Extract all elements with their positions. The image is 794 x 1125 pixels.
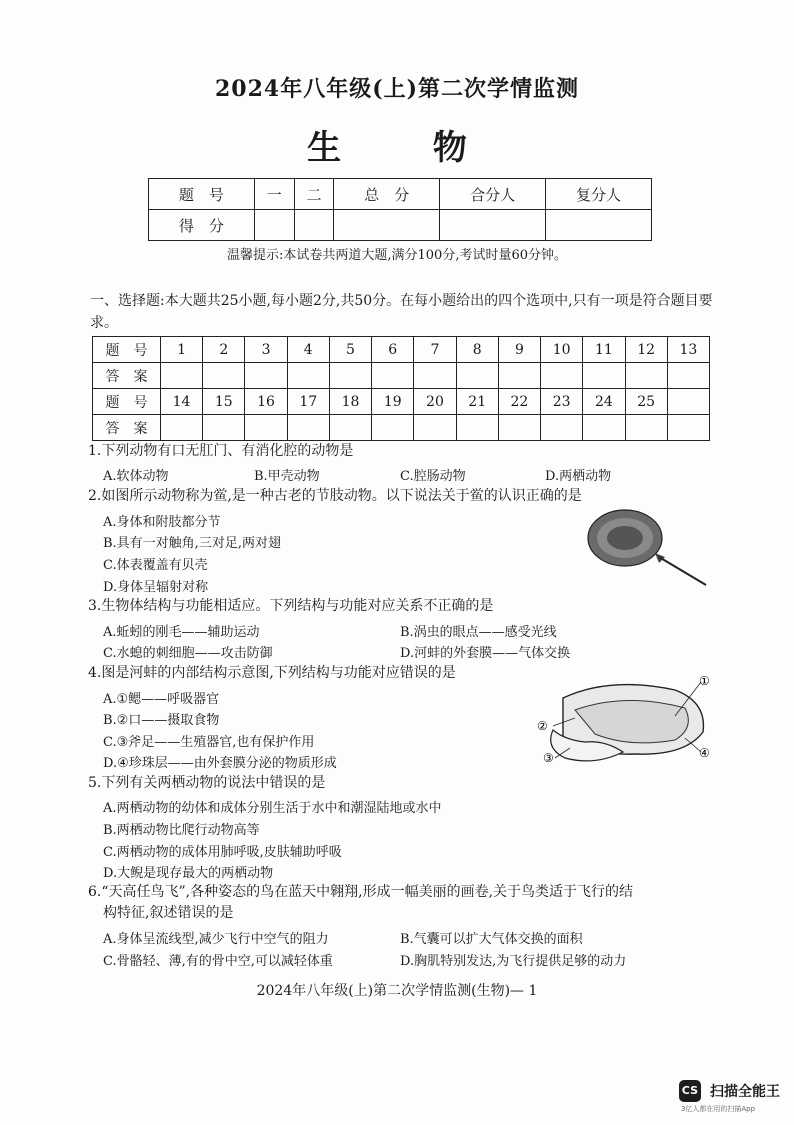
answer-cell[interactable] <box>541 363 583 389</box>
question-stem: 3.生物体结构与功能相适应。下列结构与功能对应关系不正确的是 <box>88 598 494 614</box>
question-number: 22 <box>498 389 540 415</box>
question-number: 13 <box>667 337 709 363</box>
answer-cell[interactable] <box>498 415 540 441</box>
option[interactable]: D.④珍珠层——由外套膜分泌的物质形成 <box>103 756 337 771</box>
figure-label: ③ <box>543 751 554 765</box>
answer-cell[interactable] <box>667 415 709 441</box>
question-stem: 2.如图所示动物称为鲎,是一种古老的节肢动物。以下说法关于鲎的认识正确的是 <box>88 488 582 504</box>
grid-label: 答 案 <box>93 415 161 441</box>
figure-label: ① <box>699 674 710 688</box>
answer-cell[interactable] <box>414 363 456 389</box>
question-number: 1 <box>160 337 202 363</box>
option[interactable]: B.气囊可以扩大气体交换的面积 <box>400 932 583 947</box>
answer-cell[interactable] <box>160 415 202 441</box>
answer-cell[interactable] <box>498 363 540 389</box>
question-number: 12 <box>625 337 667 363</box>
answer-cell[interactable] <box>245 363 287 389</box>
option[interactable]: C.腔肠动物 <box>400 469 466 484</box>
question-number: 16 <box>245 389 287 415</box>
question-number: 2 <box>203 337 245 363</box>
question-number: 10 <box>541 337 583 363</box>
answer-cell[interactable] <box>372 415 414 441</box>
question-number: 25 <box>625 389 667 415</box>
question-number: 20 <box>414 389 456 415</box>
score-cell[interactable] <box>546 210 652 241</box>
answer-cell[interactable] <box>287 415 329 441</box>
option[interactable]: C.骨骼轻、薄,有的骨中空,可以减轻体重 <box>103 954 333 969</box>
answer-cell[interactable] <box>203 363 245 389</box>
score-table <box>148 178 652 241</box>
answer-cell[interactable] <box>372 363 414 389</box>
option[interactable]: B.两栖动物比爬行动物高等 <box>103 823 260 838</box>
option[interactable]: A.软体动物 <box>103 469 169 484</box>
score-header: 合分人 <box>440 179 546 210</box>
question-number: 5 <box>329 337 371 363</box>
option[interactable]: D.河蚌的外套膜——气体交换 <box>400 646 571 661</box>
question-number <box>667 389 709 415</box>
score-header: 二 <box>294 179 334 210</box>
horseshoe-crab-figure <box>585 505 710 590</box>
answer-cell[interactable] <box>414 415 456 441</box>
answer-cell[interactable] <box>541 415 583 441</box>
answer-cell[interactable] <box>583 415 625 441</box>
option[interactable]: D.大鲵是现存最大的两栖动物 <box>103 866 274 881</box>
option[interactable]: A.两栖动物的幼体和成体分别生活于水中和潮湿陆地或水中 <box>103 801 442 816</box>
score-header: 总 分 <box>334 179 440 210</box>
grid-label: 题 号 <box>93 389 161 415</box>
option[interactable]: A.身体呈流线型,减少飞行中空气的阻力 <box>103 932 329 947</box>
answer-cell[interactable] <box>583 363 625 389</box>
question-stem: 4.图是河蚌的内部结构示意图,下列结构与功能对应错误的是 <box>88 665 456 681</box>
question-number: 9 <box>498 337 540 363</box>
grid-label: 题 号 <box>93 337 161 363</box>
score-header: 复分人 <box>546 179 652 210</box>
option[interactable]: B.②口——摄取食物 <box>103 713 220 728</box>
question-number: 17 <box>287 389 329 415</box>
question-number: 8 <box>456 337 498 363</box>
option[interactable]: A.身体和附肢都分节 <box>103 515 221 530</box>
section-heading: 一、选择题:本大题共25小题,每小题2分,共50分。在每小题给出的四个选项中,只有一项是符合题目要求。 <box>90 293 713 331</box>
figure-label: ④ <box>699 746 710 760</box>
question-number: 7 <box>414 337 456 363</box>
option[interactable]: B.甲壳动物 <box>254 469 320 484</box>
score-header: 题 号 <box>149 179 255 210</box>
question-number: 4 <box>287 337 329 363</box>
question-number: 14 <box>160 389 202 415</box>
option[interactable]: B.具有一对触角,三对足,两对翅 <box>103 536 281 551</box>
question-number: 21 <box>456 389 498 415</box>
figure-label: ② <box>537 719 548 733</box>
exam-tip: 温馨提示:本试卷共两道大题,满分100分,考试时量60分钟。 <box>227 248 567 263</box>
question-number: 15 <box>203 389 245 415</box>
answer-cell[interactable] <box>625 415 667 441</box>
option[interactable]: C.两栖动物的成体用肺呼吸,皮肤辅助呼吸 <box>103 845 342 860</box>
option[interactable]: C.体表覆盖有贝壳 <box>103 558 208 573</box>
question-number: 3 <box>245 337 287 363</box>
grid-label: 答 案 <box>93 363 161 389</box>
answer-cell[interactable] <box>329 415 371 441</box>
answer-cell[interactable] <box>667 363 709 389</box>
question-stem: 1.下列动物有口无肛门、有消化腔的动物是 <box>88 443 354 459</box>
score-row-label: 得 分 <box>149 210 255 241</box>
page-footer: 2024年八年级(上)第二次学情监测(生物)— 1 <box>256 983 538 999</box>
option[interactable]: A.①鳃——呼吸器官 <box>103 692 220 707</box>
answer-cell[interactable] <box>625 363 667 389</box>
option[interactable]: C.水螅的刺细胞——攻击防御 <box>103 646 273 661</box>
score-header: 一 <box>254 179 294 210</box>
option[interactable]: D.两栖动物 <box>545 469 612 484</box>
score-cell[interactable] <box>294 210 334 241</box>
answer-cell[interactable] <box>456 415 498 441</box>
answer-cell[interactable] <box>160 363 202 389</box>
cs-logo-icon: CS <box>679 1080 701 1102</box>
exam-title: 2024年八年级(上)第二次学情监测 <box>214 76 580 102</box>
scanner-tagline: 3亿人都在用的扫描App <box>680 1105 756 1113</box>
option[interactable]: B.涡虫的眼点——感受光线 <box>400 625 557 640</box>
question-number: 18 <box>329 389 371 415</box>
question-number: 19 <box>372 389 414 415</box>
answer-cell[interactable] <box>203 415 245 441</box>
scanner-name: 扫描全能王 <box>710 1084 780 1100</box>
option[interactable]: A.蚯蚓的刚毛——辅助运动 <box>103 625 260 640</box>
score-cell[interactable] <box>440 210 546 241</box>
answer-cell[interactable] <box>329 363 371 389</box>
answer-cell[interactable] <box>456 363 498 389</box>
mussel-figure <box>535 670 715 770</box>
score-cell[interactable] <box>334 210 440 241</box>
answer-grid <box>92 336 710 441</box>
question-number: 24 <box>583 389 625 415</box>
option[interactable]: C.③斧足——生殖器官,也有保护作用 <box>103 735 315 750</box>
answer-cell[interactable] <box>287 363 329 389</box>
answer-cell[interactable] <box>245 415 287 441</box>
option[interactable]: D.胸肌特别发达,为飞行提供足够的动力 <box>400 954 627 969</box>
question-stem-cont: 构特征,叙述错误的是 <box>103 905 234 921</box>
option[interactable]: D.身体呈辐射对称 <box>103 580 209 595</box>
subject-title: 生 物 <box>307 128 507 168</box>
question-stem: 5.下列有关两栖动物的说法中错误的是 <box>88 775 326 791</box>
question-number: 23 <box>541 389 583 415</box>
score-cell[interactable] <box>254 210 294 241</box>
question-stem: 6.“天高任鸟飞”,各种姿态的鸟在蓝天中翱翔,形成一幅美丽的画卷,关于鸟类适于飞行的结 <box>88 884 634 900</box>
question-number: 6 <box>372 337 414 363</box>
question-number: 11 <box>583 337 625 363</box>
scanner-watermark <box>679 1080 780 1114</box>
